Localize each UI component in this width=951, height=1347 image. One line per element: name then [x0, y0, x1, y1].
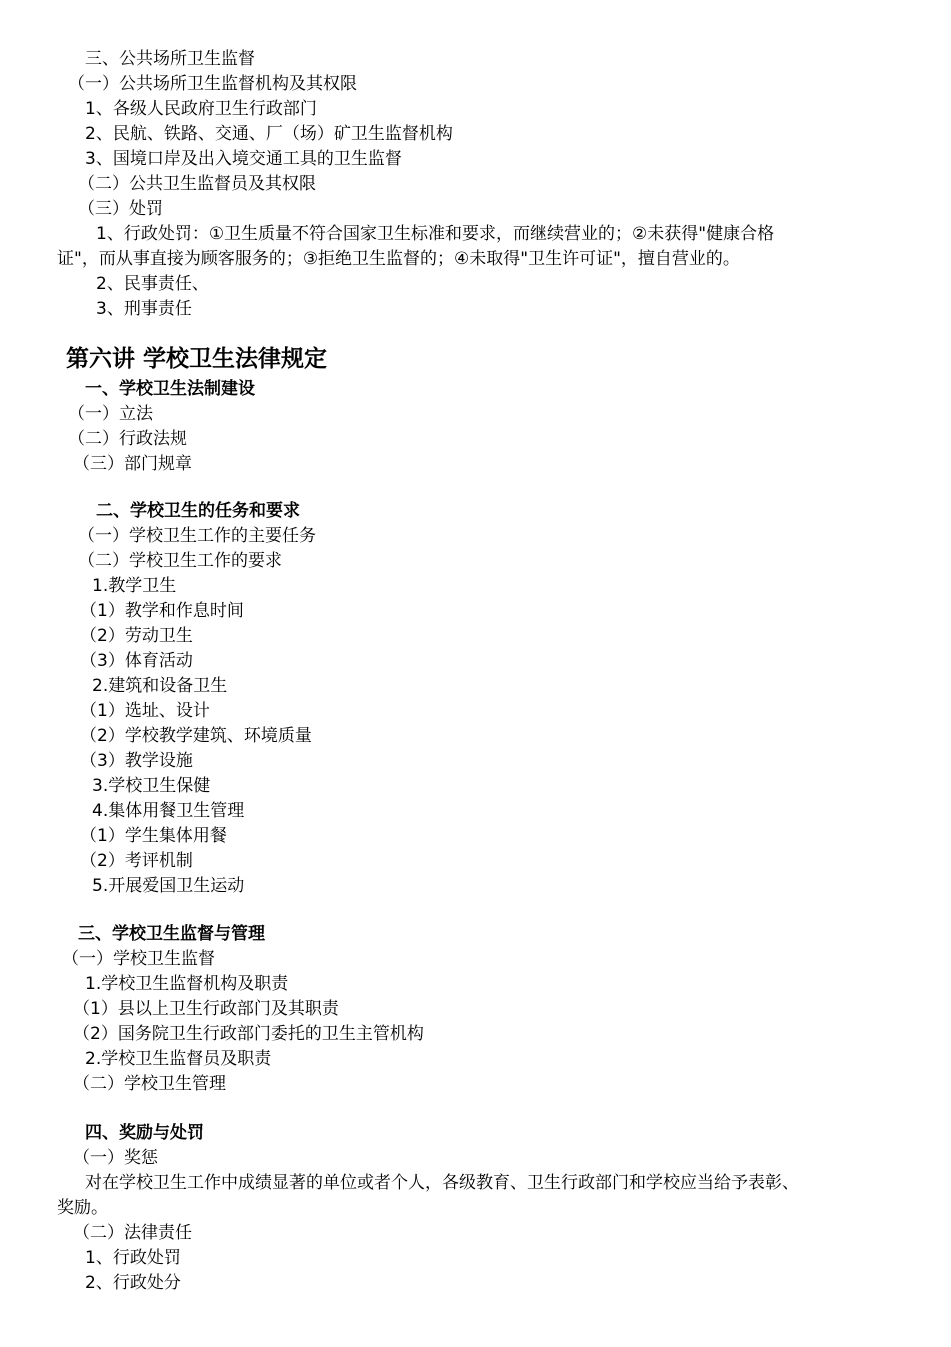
- list-item: 1.学校卫生监督机构及职责: [85, 974, 289, 994]
- list-item: （一）学校卫生监督: [62, 949, 215, 969]
- list-item: 3、刑事责任: [96, 299, 192, 319]
- list-item: （1）学生集体用餐: [80, 826, 227, 846]
- paragraph-line: 证"，而从事直接为顾客服务的；③拒绝卫生监督的；④未取得"卫生许可证"，擅自营业的。: [57, 249, 740, 269]
- subsection-supervision-agencies: （一）公共场所卫生监督机构及其权限: [68, 74, 357, 94]
- list-item: 3.学校卫生保健: [92, 776, 211, 796]
- list-item: 2、民事责任、: [96, 274, 209, 294]
- list-item: 2.学校卫生监督员及职责: [85, 1049, 272, 1069]
- list-item: 3、国境口岸及出入境交通工具的卫生监督: [85, 149, 402, 169]
- list-item: 5.开展爱国卫生运动: [92, 876, 245, 896]
- list-item: （二）学校卫生工作的要求: [78, 551, 282, 571]
- list-item: （2）学校教学建筑、环境质量: [80, 726, 312, 746]
- list-item: （一）学校卫生工作的主要任务: [78, 526, 316, 546]
- list-item: （一）奖惩: [73, 1148, 158, 1168]
- list-item: 2、民航、铁路、交通、厂（场）矿卫生监督机构: [85, 124, 453, 144]
- list-item: 4.集体用餐卫生管理: [92, 801, 245, 821]
- list-item: （2）考评机制: [80, 851, 193, 871]
- section-heading: 三、学校卫生监督与管理: [78, 924, 265, 944]
- list-item: （2）劳动卫生: [80, 626, 193, 646]
- paragraph-line: 对在学校卫生工作中成绩显著的单位或者个人，各级教育、卫生行政部门和学校应当给予表彰、: [85, 1173, 799, 1193]
- subsection-supervisors: （二）公共卫生监督员及其权限: [78, 174, 316, 194]
- section-heading: 四、奖励与处罚: [85, 1123, 204, 1143]
- list-item: （1）县以上卫生行政部门及其职责: [73, 999, 339, 1019]
- list-item: 1、各级人民政府卫生行政部门: [85, 99, 317, 119]
- list-item: 1、行政处罚: [85, 1248, 181, 1268]
- list-item: （1）选址、设计: [80, 701, 210, 721]
- list-item: （二）学校卫生管理: [73, 1074, 226, 1094]
- lecture-title: 第六讲 学校卫生法律规定: [66, 346, 328, 372]
- list-item: （2）国务院卫生行政部门委托的卫生主管机构: [73, 1024, 424, 1044]
- list-item: 1.教学卫生: [92, 576, 177, 596]
- list-item: （1）教学和作息时间: [80, 601, 244, 621]
- list-item: 2、行政处分: [85, 1273, 181, 1293]
- list-item: （3）教学设施: [80, 751, 193, 771]
- list-item: （三）部门规章: [73, 454, 192, 474]
- list-item: （二）行政法规: [68, 429, 187, 449]
- list-item: 2.建筑和设备卫生: [92, 676, 228, 696]
- section-title-public-places: 三、公共场所卫生监督: [85, 49, 255, 69]
- section-heading: 一、学校卫生法制建设: [85, 379, 255, 399]
- paragraph-line: 奖励。: [57, 1198, 108, 1218]
- list-item: （二）法律责任: [73, 1223, 192, 1243]
- subsection-penalty: （三）处罚: [78, 199, 163, 219]
- section-heading: 二、学校卫生的任务和要求: [96, 501, 300, 521]
- list-item: （一）立法: [68, 404, 153, 424]
- paragraph-line: 1、行政处罚：①卫生质量不符合国家卫生标准和要求，而继续营业的；②未获得"健康合格: [96, 224, 775, 244]
- list-item: （3）体育活动: [80, 651, 193, 671]
